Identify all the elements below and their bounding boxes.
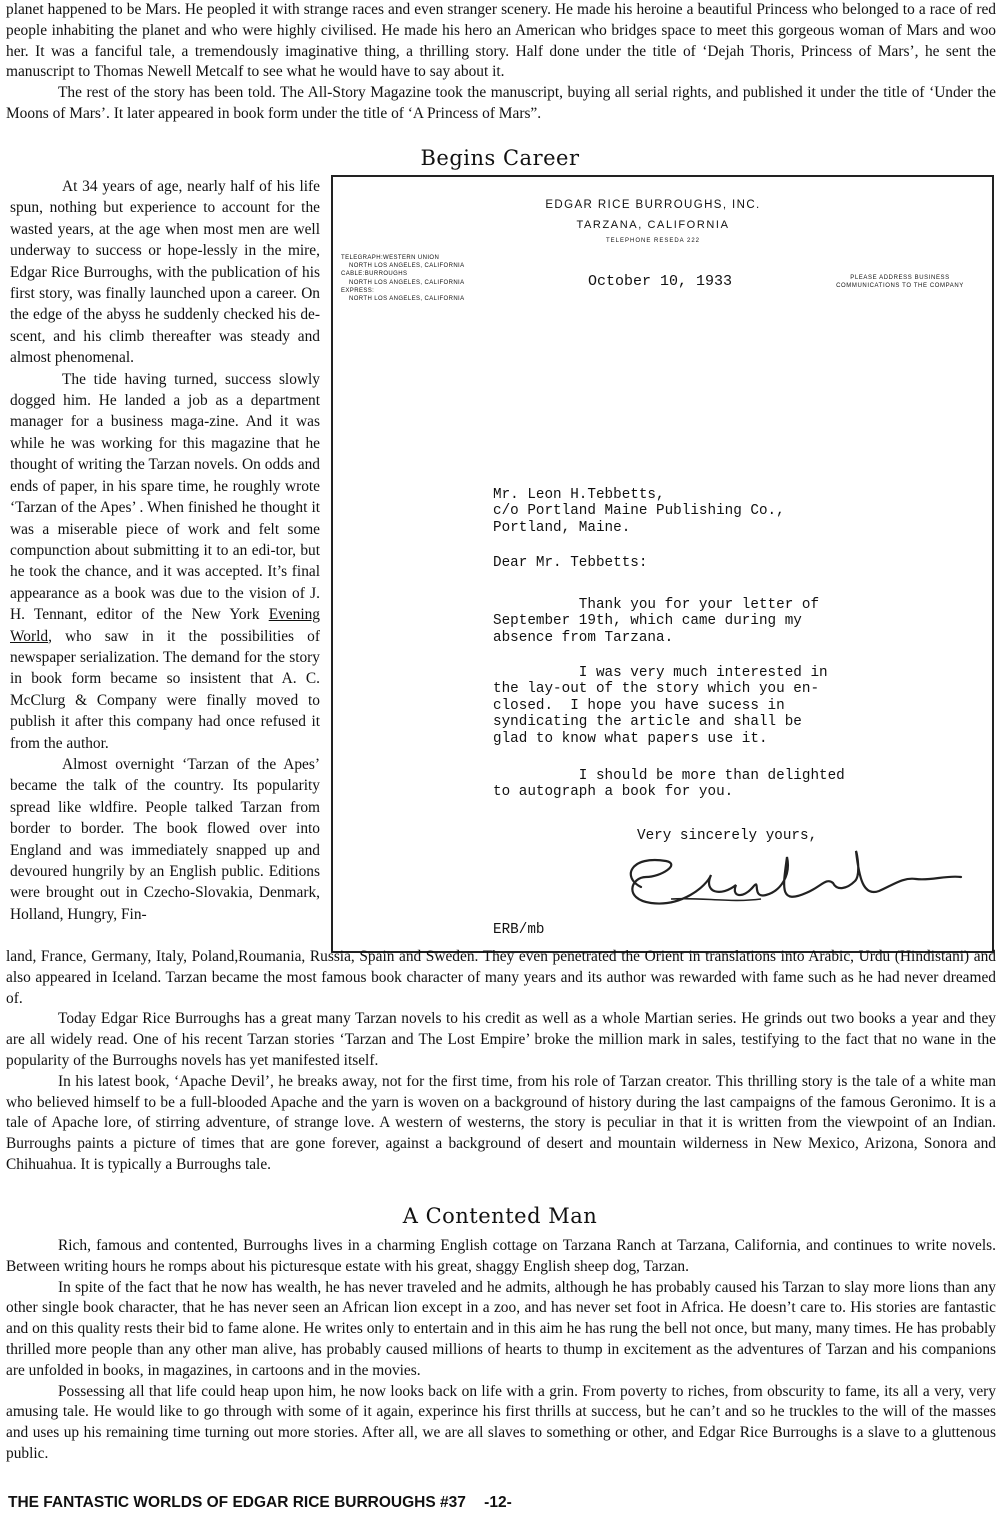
- letter-address: Mr. Leon H.Tebbetts, c/o Portland Maine Publishing Co., Portland, Maine.: [493, 487, 785, 536]
- paragraph-grin: Possessing all that life could heap upon him, he now looks back on life with a grin. From poverty to riches, from obscurity to fame, its all a very, very amusing tale. He would like to go through with some of it again, experince his first thrills at success, but he can’t and so he truckles to the will of the masses and uses up his remaining time turning out more stories. After all, we are all slaves to something or other, and Edgar Rice Burroughs is a slave to a gluttenous public.: [6, 1382, 996, 1462]
- contact-line: NORTH LOS ANGELES, CALIFORNIA: [349, 296, 465, 303]
- signature-image: [611, 847, 971, 922]
- letter-date: October 10, 1933: [588, 273, 733, 290]
- letterhead-company: EDGAR RICE BURROUGHS, INC.: [545, 199, 761, 211]
- paragraph-rich-famous: Rich, famous and contented, Burroughs lives in a charming English cottage on Tarzana Ranch at Tarzana, California, and continues to write novels. Between writing hours he romps about his picturesque estate with his great, shaggy English sheep dog, Tarzan.: [6, 1237, 996, 1275]
- contact-line: TELEGRAPH:WESTERN UNION: [341, 255, 440, 261]
- paragraph-mars: planet happened to be Mars. He peopled it with strange races and even stranger scenery. He made his heroine a beautiful Princess who belonged to a race of red people inhabiting the planet and who were highly civilised. He made his hero an American who bridges space to meet this gorgeous woman of Mars and woo her. It was a fanciful tale, a tremendously imaginative thing, a thrilling story. Half done under the title of ‘Dejah Thoris, Princess of Mars’, he sent the manuscript to Thomas Newell Metcalf to see what he would have to say about it.: [6, 1, 996, 81]
- footer-page-number: -12-: [484, 1494, 512, 1511]
- letterhead-contacts: [341, 254, 531, 303]
- contact-line: EXPRESS:: [341, 287, 375, 294]
- paragraph-career-start: At 34 years of age, nearly half of his life spun, nothing but experience to account for the wasted years, at the age when most men are well underway to success or hope-lessly in the mire, Edgar Rice Burroughs, with the publication of his first story, was finally launched upon a career. On the edge of the abyss he suddenly checked his de-scent, and his climb thereafter was steady and almost phenomenal.: [10, 178, 320, 367]
- letter-facsimile: [331, 175, 994, 953]
- paragraph-apache-devil: In his latest book, ‘Apache Devil’, he breaks away, not for the first time, from his role of Tarzan creator. This thrilling story is the tale of a white man who believed himself to be a full-blooded Apache and the yarn is woven on a background of history during the last campaigns of the famous Geronimo. It is a tale of Apache lore, of stirring adventure, of strange love. A western of westerns, the story is peculiar in that it is written from the viewpoint of an Indian. Burroughs paints a picture of times that are gone forever, against a background of desert and mountain wilderness in New Mexico, Arizona, Sonora and Chihuahua. It is typically a Burroughs tale.: [6, 1072, 996, 1173]
- article-top-text: [6, 0, 996, 125]
- letter-paragraph-1: Thank you for your letter of September 19th, which came during my absence from Tarzana.: [493, 597, 820, 646]
- heading-begins-career: Begins Career: [420, 146, 580, 170]
- contact-line: NORTH LOS ANGELES, CALIFORNIA: [349, 263, 465, 270]
- letter-closing: Very sincerely yours,: [637, 828, 818, 844]
- paragraph-overnight: Almost overnight ‘Tarzan of the Apes’ became the talk of the country. Its popularity spread like wldfire. People talked Tarzan from border to border. The book flowed over into England and was immediately snapped up and devoured hungrily by an English public. Editions were brought out in Czecho-Slovakia, Denmark, Holland, Hungry, Fin-: [10, 755, 320, 923]
- paragraph-today: Today Edgar Rice Burroughs has a great many Tarzan novels to his credit as well as a whole Martian series. He grinds out two books a year and they are all widely read. One of his recent Tarzan stories ‘Tarzan and The Lost Empire’ broke the million mark in sales, testifying to the fact that no wane in the popularity of the Burroughs novels has yet manifested itself.: [6, 1010, 996, 1069]
- page-footer: [8, 1494, 708, 1512]
- heading-contented-man: A Contented Man: [402, 1204, 598, 1228]
- footer-publication-title: THE FANTASTIC WORLDS OF EDGAR RICE BURROUGHS #37: [8, 1494, 466, 1511]
- paragraph-all-story: The rest of the story has been told. The All-Story Magazine took the manuscript, buying all serial rights, and published it under the title of ‘Under the Moons of Mars’. It later appeared in book form under the title of ‘A Princess of Mars”.: [6, 84, 996, 122]
- business-note-line: PLEASE ADDRESS BUSINESS: [850, 275, 950, 281]
- letter-salutation: Dear Mr. Tebbetts:: [493, 555, 648, 571]
- paragraph-countries: land, France, Germany, Italy, Poland,Roumania, Russia, Spain and Sweden. They even penetrated the Orient in translations into Arabic, Urdu (Hindistani) and also appeared in Iceland. Tarzan became the most famous book character of many years and its author was rewarded with fame such as he had never dreamed of.: [6, 948, 996, 1007]
- contact-line: CABLE:BURROUGHS: [341, 271, 408, 278]
- left-column-text: [10, 176, 320, 925]
- article-bottom-text: [6, 1236, 996, 1465]
- business-note-line: COMMUNICATIONS TO THE COMPANY: [836, 283, 964, 289]
- evening-world-title: Evening World: [10, 606, 320, 645]
- tide-text-1: The tide having turned, success slowly dogged him. He landed a job as a department manager for a business maga-zine. And it was while he was working for this magazine that he thought of writing the Tarzan novels. On odds and ends of paper, in his spare time, he roughly wrote ‘Tarzan of the Apes’ . When finished he thought it was a miserable piece of work and felt some compunction about submitting it to an edi-tor, but he took the chance, and it was accepted. It’s final appearance as a book was due to the vision of J. H. Tennant, editor of the New York: [10, 370, 320, 624]
- letter-initials: ERB/mb: [493, 922, 545, 938]
- letter-paragraph-3: I should be more than delighted to autograph a book for you.: [493, 768, 845, 801]
- letterhead-business-note: [815, 274, 985, 290]
- contact-line: NORTH LOS ANGELES, CALIFORNIA: [349, 279, 465, 286]
- letterhead-city: TARZANA, CALIFORNIA: [576, 219, 730, 231]
- tide-text-2: , who saw in it the possibilities of newspaper serialization. The demand for the story in book form became so insistent that A. C. McClurg & Company were finally moved to publish it after this company had once refused it from the author.: [10, 627, 320, 752]
- letter-paragraph-2: I was very much interested in the lay-out of the story which you en- closed. I hope you have sucess in syndicating the article and shall be glad to know what papers use it.: [493, 665, 828, 747]
- article-middle-text: [6, 947, 996, 1176]
- letterhead-phone: TELEPHONE RESEDA 222: [605, 238, 701, 244]
- paragraph-tide-turned: [10, 369, 320, 754]
- paragraph-wealth: In spite of the fact that he now has wealth, he has never traveled and he admits, although he has probably caused his Tarzan to slay more lions than any other single book character, that he has never seen an African lion except in a zoo, and has never set foot in Africa. He doesn’t care to. His stories are fantastic and on this quality rests their bid to fame alone. He writes only to entertain and in this aim he has rung the bell not once, but many, many times. He has probably thrilled more people than any other man alive, has probably caused millions of hearts to thump in excitement as the adventures of Tarzan and his companions are unfolded in books, in magazines, in cartoons and in the movies.: [6, 1278, 996, 1379]
